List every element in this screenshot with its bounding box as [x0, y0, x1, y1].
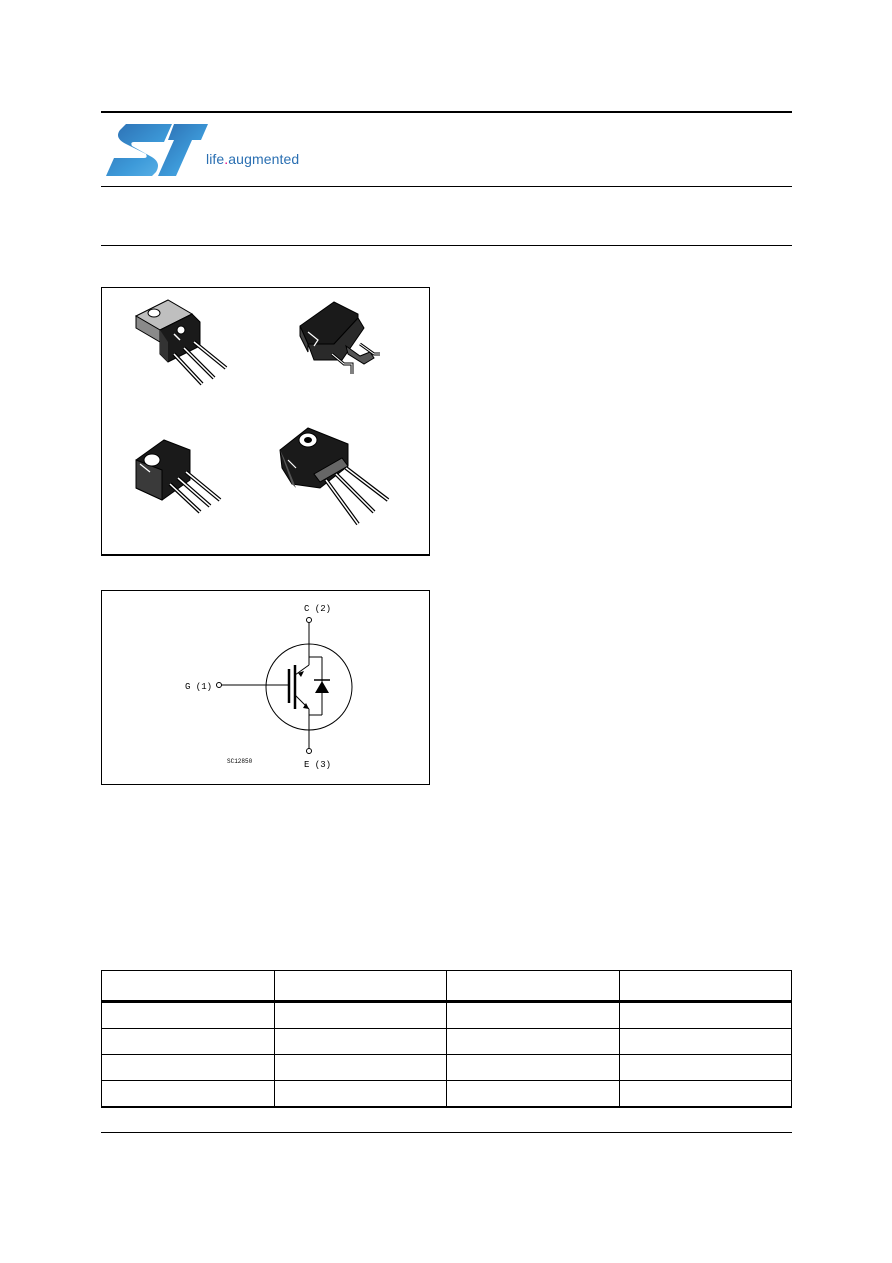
st-logo [104, 120, 324, 180]
collector-label: C (2) [304, 604, 332, 614]
table-cell [102, 1029, 275, 1055]
figure-code: SC12850 [227, 758, 253, 765]
table-row [102, 1055, 792, 1081]
table-header-cell [619, 971, 792, 1002]
table-cell [619, 1029, 792, 1055]
table-row [102, 1002, 792, 1029]
st-logo-mark [104, 120, 214, 180]
table-cell [274, 1055, 447, 1081]
tagline-dot: . [224, 151, 229, 167]
key-parameters-table [101, 970, 792, 1108]
title-rule [101, 245, 792, 246]
table-cell [447, 1002, 620, 1029]
header-rule [101, 186, 792, 187]
tagline-prefix: life [206, 151, 225, 167]
table-cell [619, 1055, 792, 1081]
to3p-package-image [280, 428, 388, 524]
emitter-label: E (3) [304, 760, 332, 770]
package-illustrations [102, 288, 429, 554]
table-header-row [102, 971, 792, 1002]
table-cell [274, 1002, 447, 1029]
table-cell [102, 1002, 275, 1029]
table-header-cell [274, 971, 447, 1002]
table-cell [447, 1029, 620, 1055]
table-cell [447, 1055, 620, 1081]
table-header-cell [447, 971, 620, 1002]
table-cell [102, 1055, 275, 1081]
igbt-symbol [102, 591, 429, 784]
brand-tagline [206, 151, 299, 167]
table-cell [102, 1081, 275, 1108]
top-rule [101, 111, 792, 113]
table-header-cell [102, 971, 275, 1002]
table-row [102, 1081, 792, 1108]
table-cell [619, 1002, 792, 1029]
gate-label: G (1) [185, 682, 213, 692]
table-row [102, 1029, 792, 1055]
table-cell [274, 1081, 447, 1108]
to220-package-image [136, 300, 226, 384]
tagline-suffix: augmented [228, 151, 300, 167]
table-cell [447, 1081, 620, 1108]
footer-rule [101, 1132, 792, 1133]
table-cell [619, 1081, 792, 1108]
to247-package-image [136, 440, 220, 512]
d2pak-package-image [300, 302, 380, 374]
table-cell [274, 1029, 447, 1055]
package-figure [101, 287, 430, 556]
schematic-figure [101, 590, 430, 785]
